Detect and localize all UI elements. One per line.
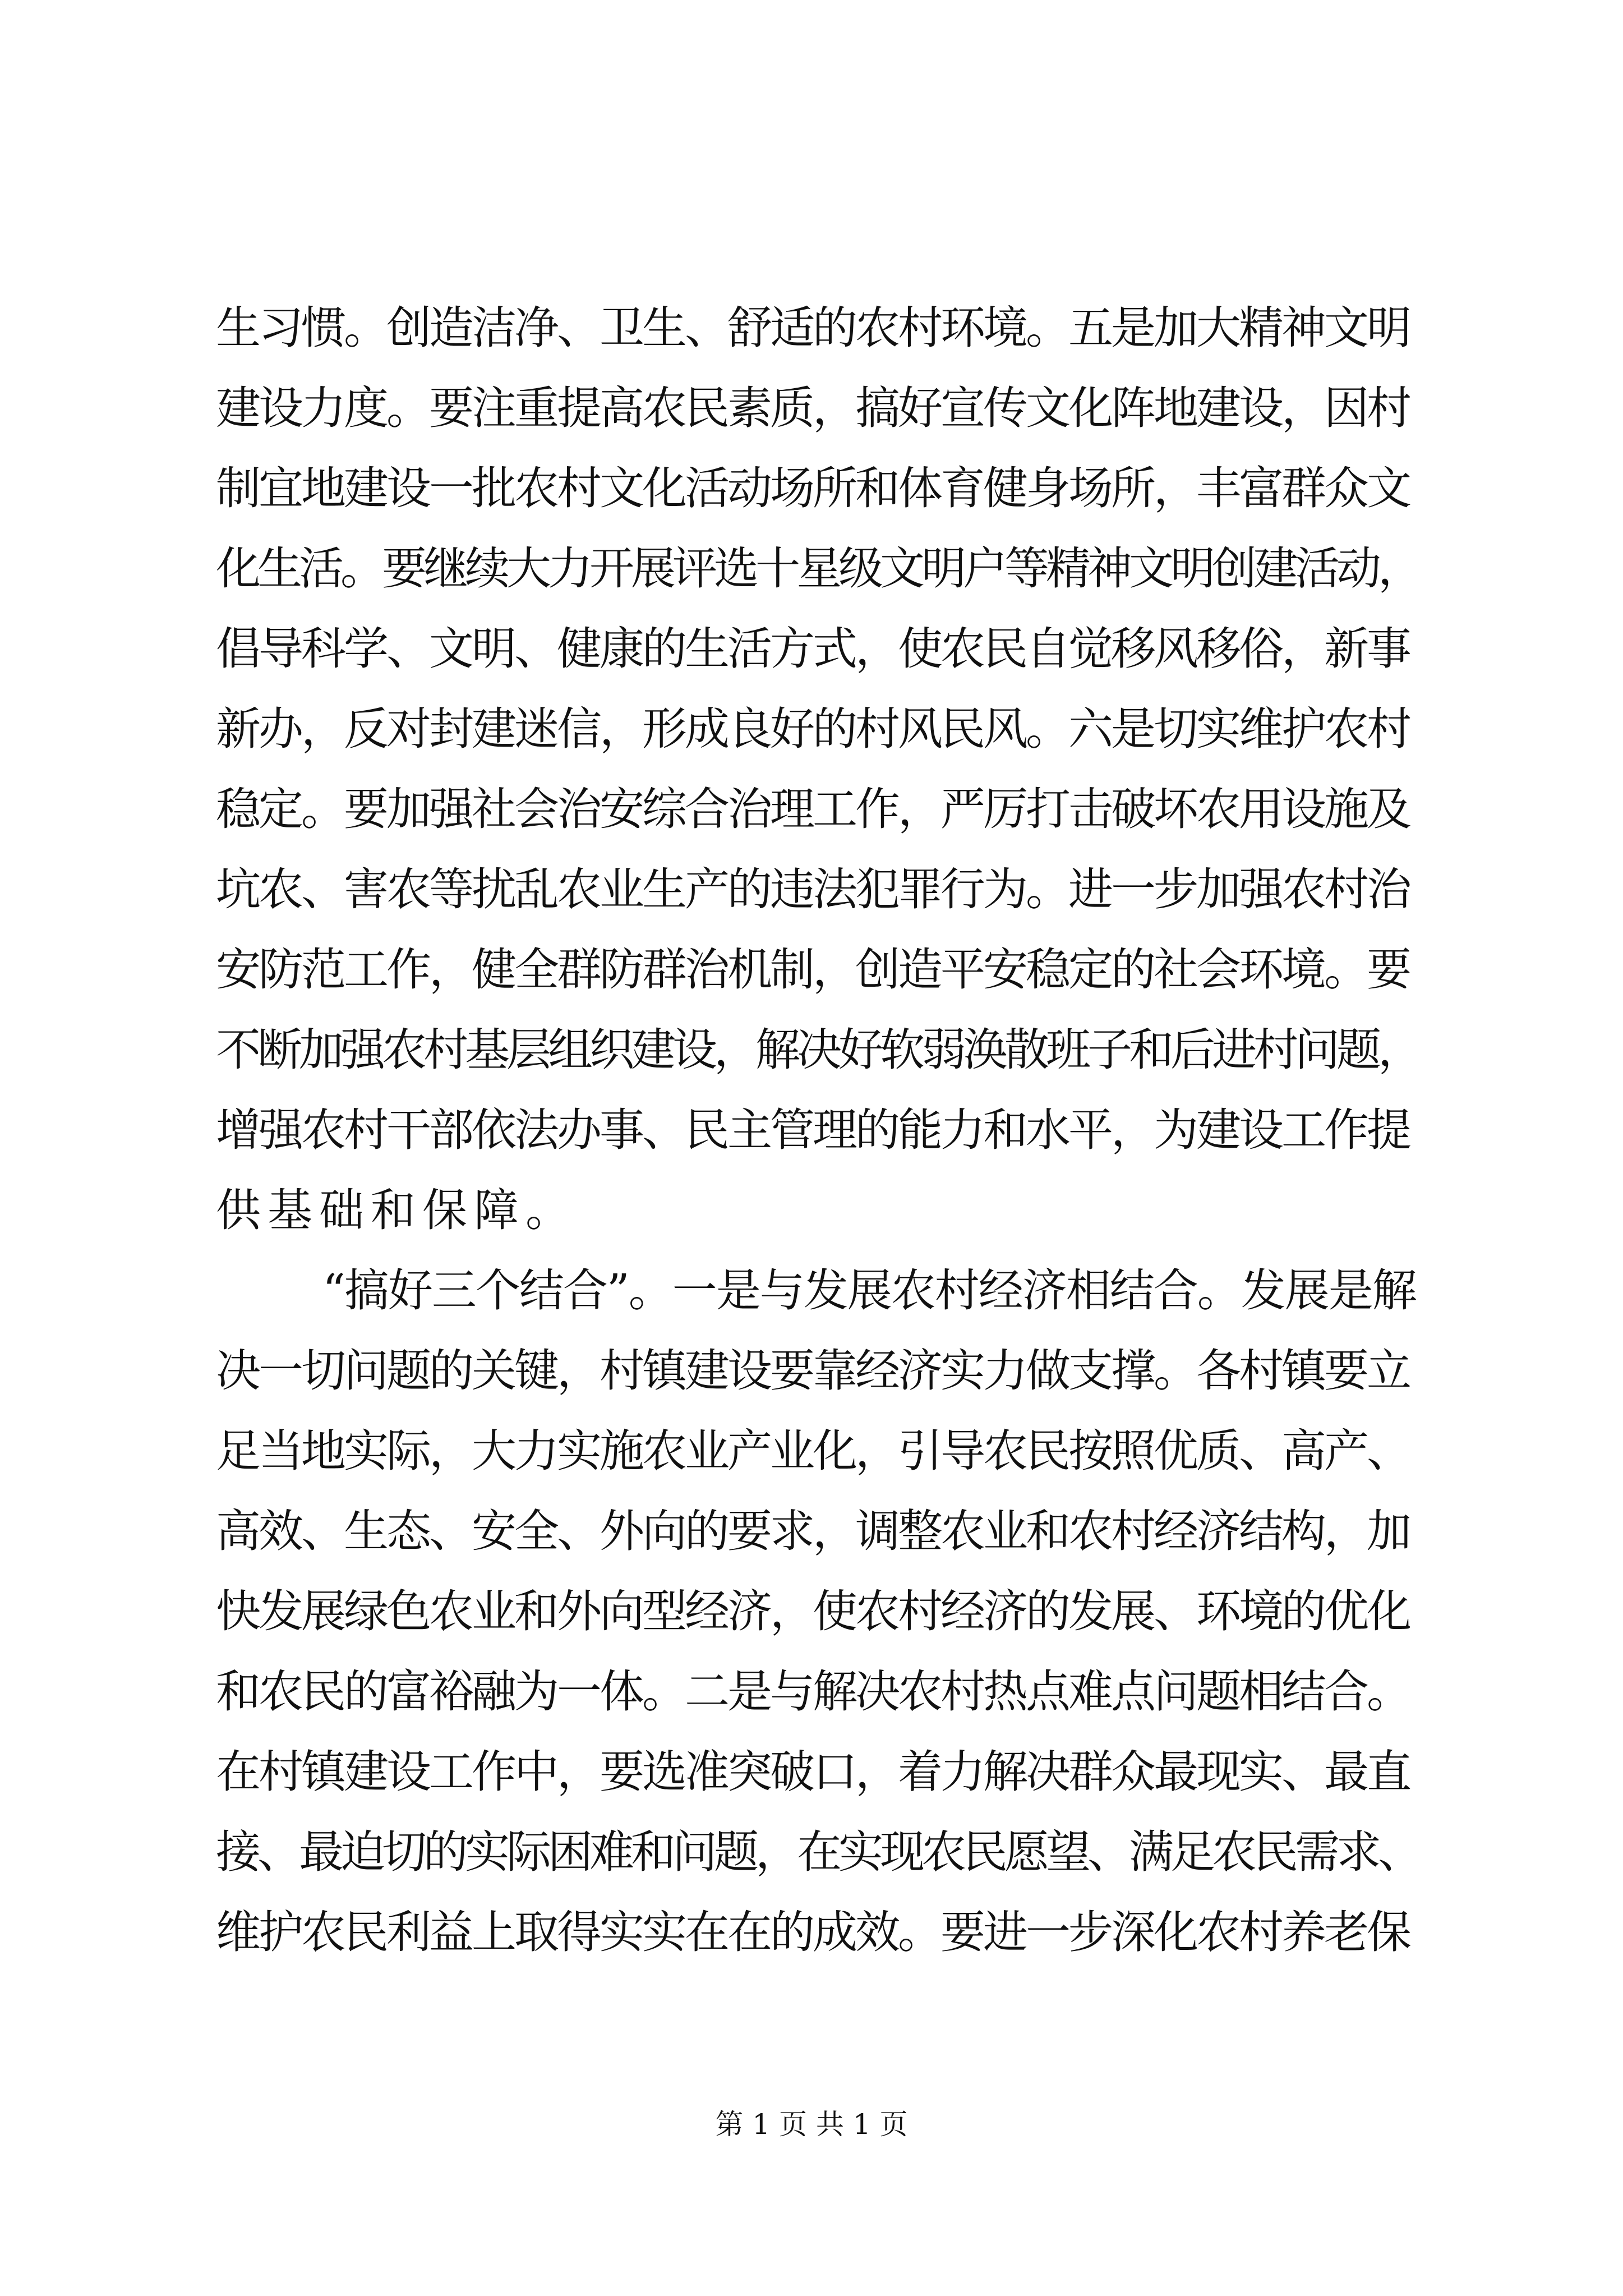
text-line: 快发展绿色农业和外向型经济，使农村经济的发展、环境的优化 xyxy=(216,1585,1409,1637)
text-line: 建设力度。要注重提高农民素质，搞好宣传文化阵地建设，因村 xyxy=(216,382,1409,434)
paragraph-first-line: “搞好三个结合”。一是与发展农村经济相结合。发展是解 xyxy=(322,1264,1416,1317)
text-line: 坑农、害农等扰乱农业生产的违法犯罪行为。进一步加强农村治 xyxy=(216,863,1409,915)
text-line: 决一切问题的关键，村镇建设要靠经济实力做支撑。各村镇要立 xyxy=(216,1345,1409,1397)
page-number-footer: 第 1 页 共 1 页 xyxy=(715,2108,908,2141)
text-line: 安防范工作，健全群防群治机制，创造平安稳定的社会环境。要 xyxy=(216,944,1409,996)
text-line: 在村镇建设工作中，要选准突破口，着力解决群众最现实、最直 xyxy=(216,1746,1409,1798)
text-line: 不断加强农村基层组织建设，解决好软弱涣散班子和后进村问题， xyxy=(216,1024,1419,1076)
text-line: 增强农村干部依法办事、民主管理的能力和水平，为建设工作提 xyxy=(216,1104,1409,1156)
text-line: 供基础和保障。 xyxy=(216,1184,577,1236)
text-line: 维护农民利益上取得实实在在的成效。要进一步深化农村养老保 xyxy=(216,1906,1409,1958)
text-line: 新办，反对封建迷信，形成良好的村风民风。六是切实维护农村 xyxy=(216,703,1409,755)
text-line: 化生活。要继续大力开展评选十星级文明户等精神文明创建活动， xyxy=(216,542,1419,595)
text-line: 高效、生态、安全、外向的要求，调整农业和农村经济结构，加 xyxy=(216,1505,1409,1557)
text-line: 稳定。要加强社会治安综合治理工作，严厉打击破坏农用设施及 xyxy=(216,783,1409,835)
text-line: 足当地实际，大力实施农业产业化，引导农民按照优质、高产、 xyxy=(216,1425,1409,1477)
text-line: 和农民的富裕融为一体。二是与解决农村热点难点问题相结合。 xyxy=(216,1665,1409,1718)
text-line: 生习惯。创造洁净、卫生、舒适的农村环境。五是加大精神文明 xyxy=(216,302,1409,354)
text-line: 制宜地建设一批农村文化活动场所和体育健身场所，丰富群众文 xyxy=(216,462,1409,514)
text-line: 倡导科学、文明、健康的生活方式，使农民自觉移风移俗，新事 xyxy=(216,623,1409,675)
text-line: 接、最迫切的实际困难和问题，在实现农民愿望、满足农民需求、 xyxy=(216,1826,1419,1878)
